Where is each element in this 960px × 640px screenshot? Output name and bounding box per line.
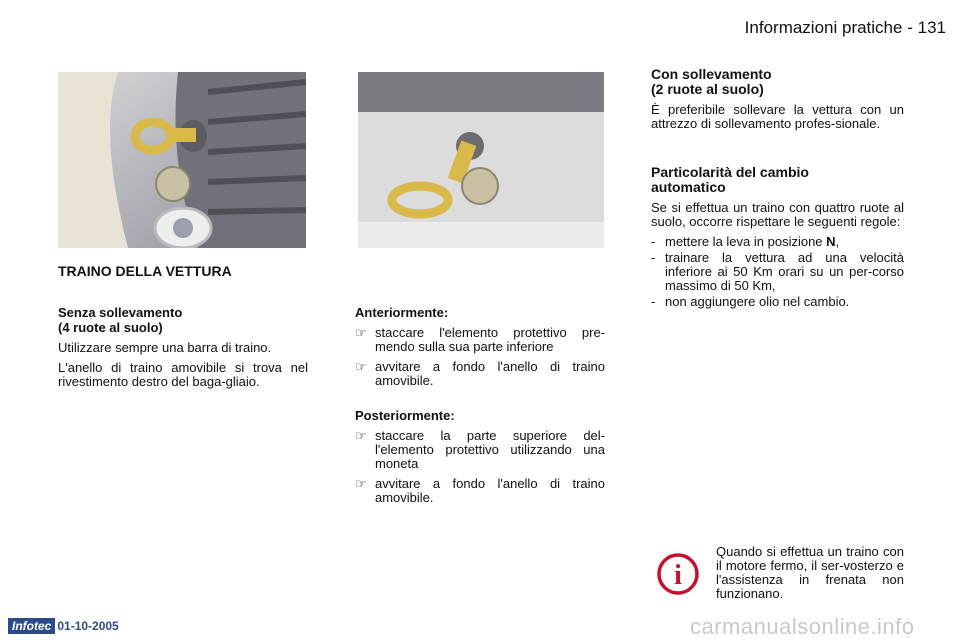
- rule-1: [651, 235, 904, 249]
- hand-bullet-icon: ☞: [355, 476, 367, 491]
- section3-title: [651, 165, 904, 195]
- info-icon-letter: i: [674, 560, 682, 591]
- rule-1-text: mettere la leva in posizione: [665, 234, 823, 249]
- rear-step-1: [355, 429, 605, 471]
- front-step-2: [355, 360, 605, 388]
- front-step-2-text: avvitare a fondo l'anello di traino amovibile.: [375, 359, 605, 388]
- paragraph-lifting: È preferibile sollevare la vettura con un attrezzo di sollevamento profes-sionale.: [651, 102, 904, 131]
- hand-bullet-icon: ☞: [355, 428, 367, 443]
- section2-title-line1: Con sollevamento: [651, 66, 772, 82]
- page-number: 131: [917, 18, 946, 37]
- hand-bullet-icon: ☞: [355, 325, 367, 340]
- header-separator: -: [907, 18, 913, 37]
- section1-title: [58, 305, 308, 335]
- dash-marker: -: [651, 294, 656, 309]
- note-text: Quando si effettua un traino con il motore fermo, il ser-vosterzo e l'assistenza in frenata non funzionano.: [716, 544, 904, 601]
- rear-tow-illustration: [358, 72, 604, 248]
- dash-marker: -: [651, 250, 656, 265]
- hand-bullet-icon: ☞: [355, 359, 367, 374]
- rule-3: [651, 295, 904, 309]
- left-column: [58, 263, 308, 395]
- info-icon: [656, 552, 700, 601]
- section3-title-line2: automatico: [651, 179, 726, 195]
- page-header: [745, 18, 946, 38]
- rule-2: [651, 251, 904, 293]
- rear-step-1-text: staccare la parte superiore del-l'elemento protettivo utilizzando una moneta: [375, 428, 605, 471]
- paragraph-rules-intro: Se si effettua un traino con quattro ruote al suolo, occorre rispettare le seguenti regole:: [651, 200, 904, 229]
- right-column: [651, 67, 904, 311]
- rule-3-text: non aggiungere olio nel cambio.: [665, 294, 850, 309]
- rear-step-2: [355, 477, 605, 505]
- section2-title: [651, 67, 904, 97]
- section2-title-line2: (2 ruote al suolo): [651, 81, 764, 97]
- section1-title-line1: Senza sollevamento: [58, 305, 183, 320]
- front-step-1: [355, 326, 605, 354]
- paragraph-ring-location: L'anello di traino amovibile si trova nel rivestimento destro del baga-gliaio.: [58, 360, 308, 389]
- paragraph-bar: Utilizzare sempre una barra di traino.: [58, 340, 272, 355]
- section1-title-line2: (4 ruote al suolo): [58, 320, 163, 335]
- rule-2-text: trainare la vettura ad una velocità inferiore ai 50 Km orari su un per-corso massimo di 50 Km,: [665, 250, 904, 293]
- front-step-1-text: staccare l'elemento protettivo pre-mendo sulla sua parte inferiore: [375, 325, 605, 354]
- gear-position-n: N: [826, 234, 836, 249]
- front-title: Anteriormente:: [355, 305, 449, 320]
- front-tow-illustration: [58, 72, 306, 248]
- section3-title-line1: Particolarità del cambio: [651, 164, 809, 180]
- dash-marker: -: [651, 234, 656, 249]
- rear-step-2-text: avvitare a fondo l'anello di traino amovibile.: [375, 476, 605, 505]
- infotec-logo: Infotec: [8, 618, 55, 634]
- header-title: Informazioni pratiche: [744, 18, 903, 37]
- middle-column: [355, 305, 605, 511]
- main-title: TRAINO DELLA VETTURA: [58, 263, 232, 279]
- rear-title: Posteriormente:: [355, 408, 455, 423]
- footer-date: 01-10-2005: [57, 619, 119, 633]
- watermark: carmanualsonline.info: [690, 614, 915, 639]
- rule-1-end: ,: [835, 234, 840, 249]
- footer: [8, 618, 119, 634]
